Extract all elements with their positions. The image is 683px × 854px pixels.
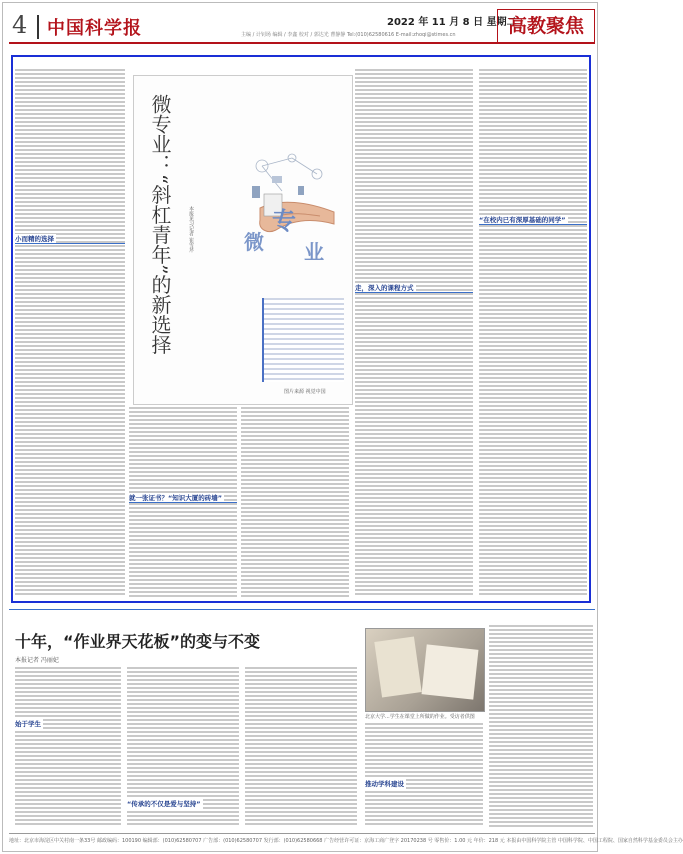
page-number: 4 — [12, 11, 28, 39]
bottom-article-headline[interactable]: 十年，“作业界天花板”的变与不变 — [15, 632, 261, 651]
art-text-character: 专 — [272, 207, 296, 235]
section-title: 高教聚焦 — [497, 9, 595, 42]
subheading: “传承的不仅是爱与坚持” — [127, 800, 201, 808]
editor-line: 主编 / 计钊场 编辑 / 李鑫 校对 / 郭达光 曹静静 Tel:(010)62580616 E-mail:zhoqi@stimes.cn — [241, 32, 456, 38]
feature-illustration — [133, 75, 353, 405]
header-rule — [9, 42, 595, 44]
subheading: 小而精的选择 — [15, 235, 54, 243]
article-column — [245, 667, 357, 827]
subheading: 始于学生 — [15, 720, 41, 728]
photo-caption: 北京大学...学生在课堂上所做的作业。受访者供图 — [365, 714, 475, 720]
newspaper-page — [2, 2, 683, 852]
art-text-character: 业 — [304, 240, 324, 264]
subheading-rule — [479, 224, 587, 225]
issue-date: 2022 年 11 月 8 日 星期二 — [387, 17, 517, 28]
feature-byline: 本报见习记者 崔雪芹 — [188, 206, 194, 253]
art-text-character: 微 — [244, 230, 264, 254]
subheading-rule — [355, 292, 473, 293]
article-column — [15, 69, 125, 597]
article-column — [355, 69, 473, 597]
image-credit: 图片来源 视觉中国 — [284, 389, 326, 395]
article-column — [489, 625, 593, 827]
subheading: 走，深入的课程方式 — [355, 284, 414, 292]
subheading: 就一张证书？“知识大厦的砖墙” — [129, 494, 223, 502]
masthead: 中国科学报 — [47, 18, 142, 39]
feature-headline: 微专业：“斜杠青年”的新选择 — [148, 94, 172, 355]
subheading: “在校内已有深厚基础的同学” — [479, 216, 566, 224]
footer-rule — [9, 833, 595, 834]
page-header — [9, 9, 595, 41]
article-photo — [365, 628, 485, 712]
article-column — [365, 723, 483, 827]
bottom-article-byline: 本报记者 冯丽妃 — [15, 657, 59, 664]
footer-info: 地址：北京市海淀区中关村南一条33号 邮政编码：100190 编辑部：(010)62580707 广告部：(010)62580707 发行部：(010)62580668 广告经营许可证：京海工商广登字 20170238 号 零售价：1.00 元 年价：218 元 本报由中国科学院主管 中国科学院、中国工程院、国家自然科学基金委员会主办 — [9, 838, 683, 844]
article-column — [479, 69, 587, 597]
subheading: 推动学科建设 — [365, 780, 404, 788]
header-divider — [37, 15, 39, 39]
article-column — [15, 667, 121, 827]
subheading-rule — [15, 243, 125, 244]
subheading-rule — [129, 502, 237, 503]
article-separator — [9, 609, 595, 610]
article-column — [241, 407, 349, 597]
feature-summary-box — [262, 298, 344, 382]
